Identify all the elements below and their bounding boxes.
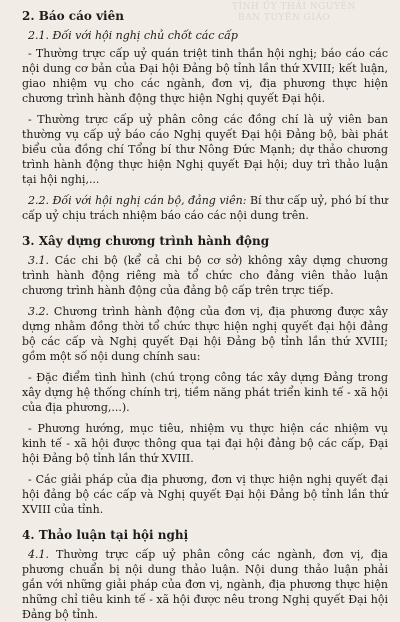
bullet-paragraph: - Đặc điểm tình hình (chú trọng công tác xây dựng Đảng trong xây dựng hệ thống chính trị, tiềm năng phát triển kinh tế - xã hội của địa phương,...). bbox=[22, 371, 388, 414]
paragraph-text: Chương trình hành động của đơn vị, địa phương được xây dựng nhằm đồng thời tổ chức thực hiện nghị quyết đại hội đảng bộ các cấp và Nghị quyết Đại hội Đảng bộ tỉnh lần thứ XVIII; gồm một số nội dung chính sau: bbox=[22, 305, 388, 363]
paragraph bbox=[22, 193, 388, 223]
paragraph-text: Các chi bộ (kể cả chi bộ cơ sở) không xây dựng chương trình hành động riêng mà tổ chức cho đảng viên thảo luận chương trình hành động của đảng bộ cấp trên trực tiếp. bbox=[22, 254, 388, 297]
paragraph bbox=[22, 304, 388, 364]
paragraph-text: Thường trực cấp uỷ phân công các ngành, đơn vị, địa phương chuẩn bị nội dung thảo luận. Nội dung thảo luận phải gắn với những giải pháp của đơn vị, ngành, địa phương thực hiện những chỉ tiêu kinh tế - xã hội được nêu trong Nghị quyết Đại hội Đảng bộ tỉnh. bbox=[22, 548, 388, 621]
bleed-through-text: TỈNH ỦY THÁI NGUYÊN bbox=[232, 2, 356, 12]
paragraph bbox=[22, 253, 388, 298]
paragraph-text: Bí thư cấp uỷ, phó bí thư cấp uỷ chịu trách nhiệm báo cáo các nội dung trên. bbox=[22, 194, 388, 222]
subsection-label: 3.1. bbox=[28, 254, 49, 267]
subsection-heading: 2.1. Đối với hội nghị chủ chốt các cấp bbox=[28, 29, 238, 42]
section-heading: 3. Xây dựng chương trình hành động bbox=[22, 234, 270, 248]
bullet-paragraph: - Phương hướng, mục tiêu, nhiệm vụ thực hiện các nhiệm vụ kinh tế - xã hội được thông qua tại đại hội đảng bộ các cấp, Đại hội Đảng bộ tỉnh lần thứ XVIII. bbox=[22, 422, 388, 465]
bullet-paragraph: - Các giải pháp của địa phương, đơn vị thực hiện nghị quyết đại hội đảng bộ các cấp và Nghị quyết Đại hội Đảng bộ tỉnh lần thứ XVIII của tỉnh. bbox=[22, 473, 388, 516]
bleed-through-text: BAN TUYÊN GIÁO bbox=[238, 13, 331, 23]
subsection-label: 3.2. bbox=[28, 305, 49, 318]
paragraph: - Thường trực cấp uỷ phân công các đồng chí là uỷ viên ban thường vụ cấp uỷ báo cáo Nghị quyết Đại hội Đảng bộ, bài phát biểu của đồng chí Tổng bí thư Nông Đức Mạnh; dự thảo chương trình hành động thực hiện Nghị quyết Đại hội; duy trì thảo luận tại hội nghị,... bbox=[22, 113, 388, 186]
section-heading: 4. Thảo luận tại hội nghị bbox=[22, 528, 189, 542]
subsection-label: 2.2. Đối với hội nghị cán bộ, đảng viên: bbox=[28, 194, 247, 207]
section-heading: 2. Báo cáo viên bbox=[22, 9, 124, 23]
paragraph bbox=[22, 547, 388, 622]
paragraph: - Thường trực cấp uỷ quán triệt tinh thần hội nghị; báo cáo các nội dung cơ bản của Đại hội Đảng bộ tỉnh lần thứ XVIII; kết luận, giao nhiệm vụ cho các ngành, đơn vị, địa phương thực hiện chương trình hành động thực hiện Nghị quyết Đại hội. bbox=[22, 47, 388, 105]
subsection-label: 4.1. bbox=[28, 548, 49, 561]
